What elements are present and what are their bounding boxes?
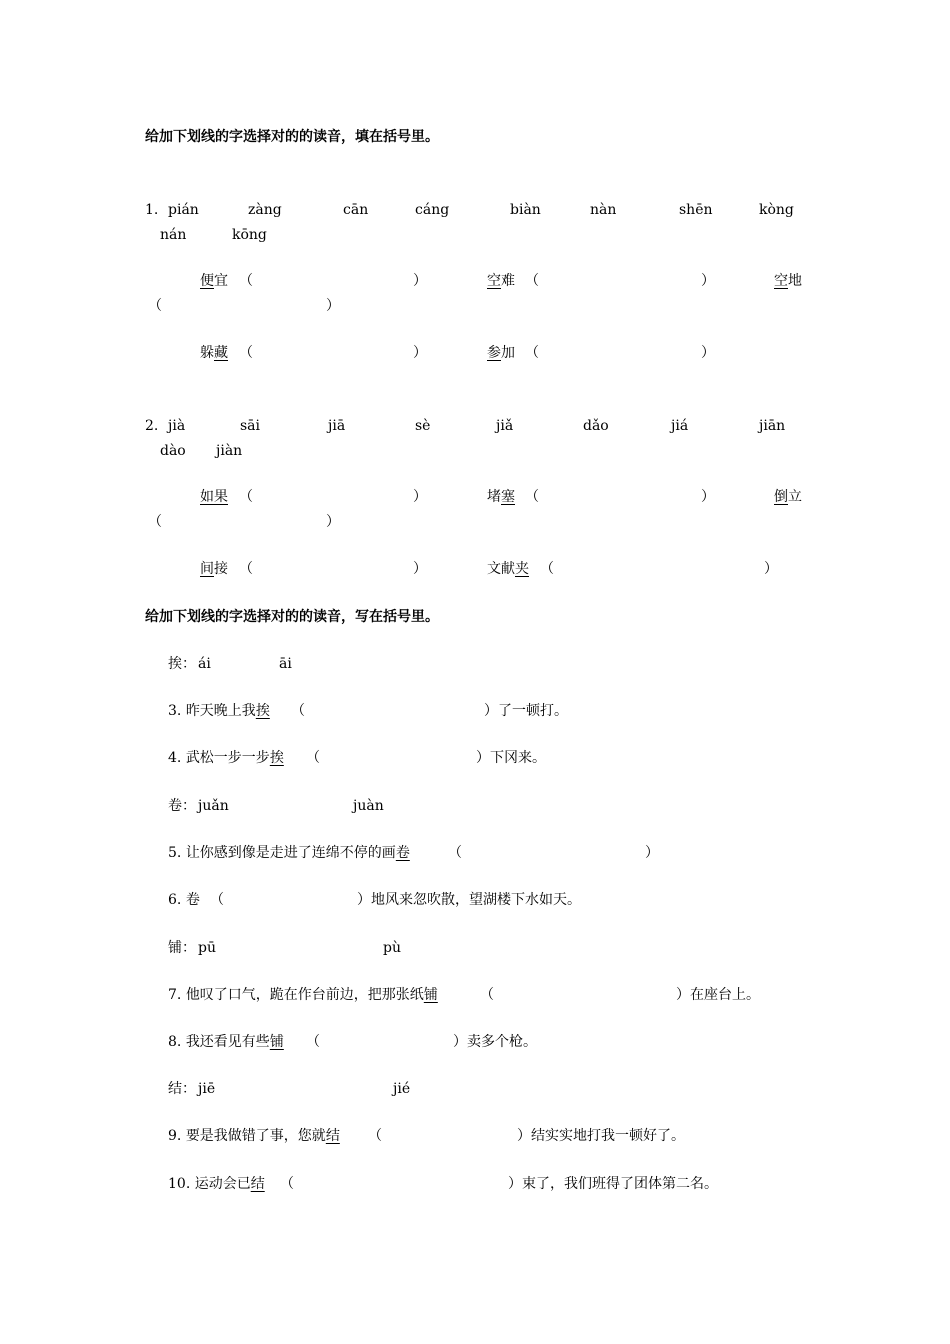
q1-option: kòng xyxy=(759,202,794,218)
q2-option: sè xyxy=(415,418,431,434)
q1-number: 1. xyxy=(145,202,159,218)
pinyin-option: pù xyxy=(383,940,401,956)
open-paren: （ xyxy=(239,345,253,361)
open-paren: （ xyxy=(525,489,539,505)
sentence-6-end: ）地风来忽吹散，望湖楼下水如天。 xyxy=(357,892,581,908)
pinyin-option: jié xyxy=(393,1081,411,1097)
char-label: 挨： xyxy=(168,656,196,672)
open-paren: （ xyxy=(239,489,253,505)
close-paren: ） xyxy=(764,561,778,577)
section1-heading: 给加下划线的字选择对的的读音，填在括号里。 xyxy=(145,129,439,145)
sentence-8-end: ）卖多个枪。 xyxy=(453,1034,537,1050)
sentence-10-end: ）束了，我们班得了团体第二名。 xyxy=(508,1176,718,1192)
close-paren: ） xyxy=(701,273,715,289)
sentence-3: 3. 昨天晚上我挨 xyxy=(168,703,270,719)
sentence-6: 6. 卷 xyxy=(168,892,200,908)
open-paren: （ xyxy=(280,1176,294,1192)
char-label: 结： xyxy=(168,1081,196,1097)
q1-option: cān xyxy=(343,202,369,218)
section2-heading: 给加下划线的字选择对的的读音，写在括号里。 xyxy=(145,609,439,625)
open-paren: （ xyxy=(525,345,539,361)
q2-option: jiàn xyxy=(216,443,243,459)
pinyin-option: juǎn xyxy=(198,798,229,814)
sentence-5: 5. 让你感到像是走进了连绵不停的画卷 xyxy=(168,845,410,861)
sentence-8: 8. 我还看见有些铺 xyxy=(168,1034,284,1050)
q1-item-2: 空难 xyxy=(487,273,515,289)
q1-option: shēn xyxy=(679,202,713,218)
close-paren: ） xyxy=(701,489,715,505)
q1-option: zàng xyxy=(248,202,282,218)
q2-item-2: 堵塞 xyxy=(487,489,515,505)
q2-number: 2. xyxy=(145,418,159,434)
q2-option: jiān xyxy=(759,418,786,434)
open-paren: （ xyxy=(368,1128,382,1144)
sentence-5-end: ） xyxy=(645,845,659,861)
pinyin-option: pū xyxy=(198,940,216,956)
sentence-4-end: ）下冈来。 xyxy=(476,750,546,766)
open-paren: （ xyxy=(306,1034,320,1050)
q2-item-4: 间接 xyxy=(200,561,228,577)
q1-option: pián xyxy=(168,202,199,218)
q1-option: biàn xyxy=(510,202,541,218)
sentence-10: 10. 运动会已结 xyxy=(168,1176,265,1192)
q2-option: jià xyxy=(168,418,186,434)
pinyin-option: āi xyxy=(279,656,292,672)
open-paren: （ xyxy=(448,845,462,861)
sentence-9-end: ）结实实地打我一顿好了。 xyxy=(517,1128,685,1144)
q2-option: jiǎ xyxy=(496,418,514,434)
close-paren: ） xyxy=(413,273,427,289)
q1-item-5: 参加 xyxy=(487,345,515,361)
q2-option: jiā xyxy=(328,418,346,434)
q2-option: dào xyxy=(160,443,186,459)
pinyin-option: jiē xyxy=(198,1081,216,1097)
pinyin-option: juàn xyxy=(353,798,384,814)
q1-item-1: 便宜 xyxy=(200,273,228,289)
q1-option: nàn xyxy=(590,202,617,218)
open-paren: （ xyxy=(148,514,162,530)
open-paren: （ xyxy=(480,987,494,1003)
q2-item-3: 倒立 xyxy=(774,489,802,505)
open-paren: （ xyxy=(306,750,320,766)
close-paren: ） xyxy=(326,298,340,314)
q2-item-1: 如果 xyxy=(200,489,228,505)
sentence-3-end: ）了一顿打。 xyxy=(484,703,568,719)
close-paren: ） xyxy=(413,561,427,577)
sentence-7-end: ）在座台上。 xyxy=(676,987,760,1003)
open-paren: （ xyxy=(525,273,539,289)
open-paren: （ xyxy=(148,298,162,314)
close-paren: ） xyxy=(413,489,427,505)
sentence-7: 7. 他叹了口气，跪在作台前边，把那张纸铺 xyxy=(168,987,438,1003)
close-paren: ） xyxy=(413,345,427,361)
q2-option: dǎo xyxy=(583,418,609,434)
open-paren: （ xyxy=(291,703,305,719)
q1-option: kōng xyxy=(232,227,267,243)
sentence-9: 9. 要是我做错了事，您就结 xyxy=(168,1128,340,1144)
sentence-4: 4. 武松一步一步挨 xyxy=(168,750,284,766)
open-paren: （ xyxy=(540,561,554,577)
q1-item-3: 空地 xyxy=(774,273,802,289)
char-label: 铺： xyxy=(168,940,196,956)
q2-item-5: 文献夹 xyxy=(487,561,529,577)
open-paren: （ xyxy=(210,892,224,908)
q2-option: jiá xyxy=(671,418,689,434)
close-paren: ） xyxy=(701,345,715,361)
close-paren: ） xyxy=(326,514,340,530)
q2-option: sāi xyxy=(240,418,261,434)
open-paren: （ xyxy=(239,273,253,289)
pinyin-option: ái xyxy=(198,656,211,672)
open-paren: （ xyxy=(239,561,253,577)
char-label: 卷： xyxy=(168,798,196,814)
q1-item-4: 躲藏 xyxy=(200,345,228,361)
q1-option: nán xyxy=(160,227,187,243)
q1-option: cáng xyxy=(415,202,450,218)
